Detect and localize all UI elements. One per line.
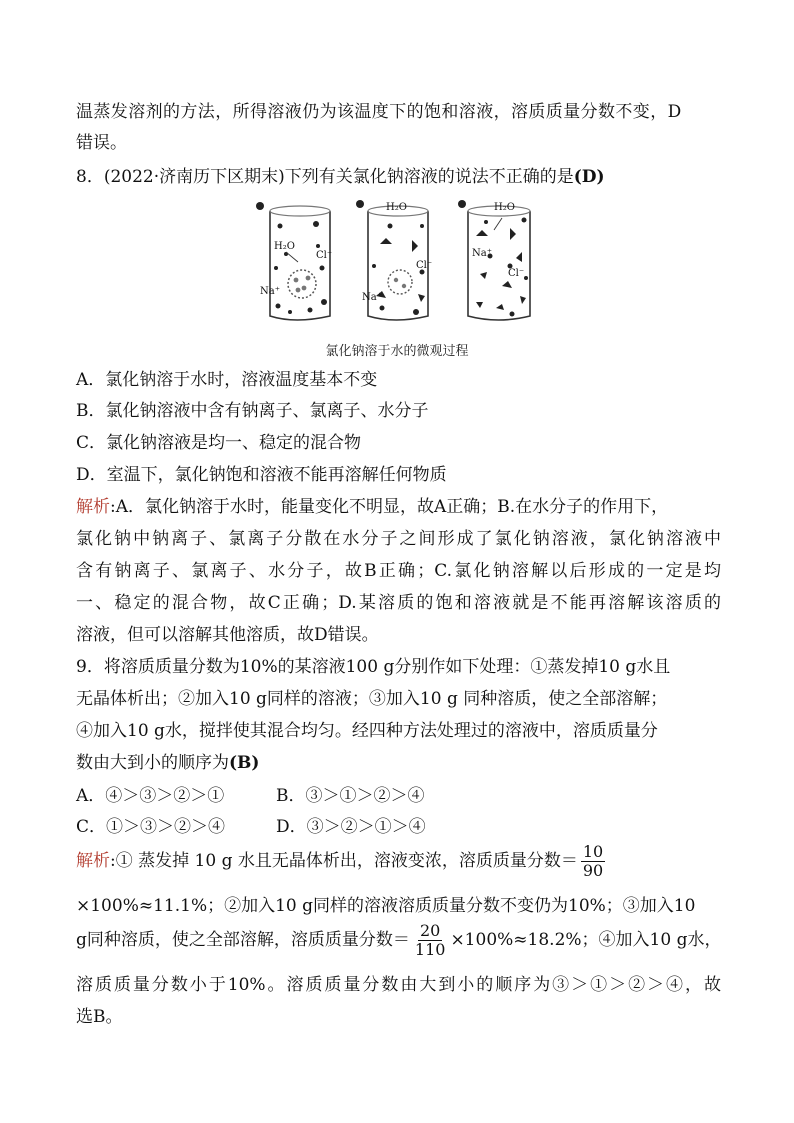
question-9-text-4: 数由大到小的顺序为 [76,753,229,773]
question-9-line-2: 无晶体析出；②加入10 g同样的溶液；③加入10 g 同种溶质，使之全部溶解； [76,689,668,709]
question-9-line-3: ④加入10 g水，搅拌使其混合均匀。经四种方法处理过的溶液中，溶质质量分 [76,721,658,741]
question-9-option-b: B．③＞①＞②＞④ [276,786,425,806]
beaker-1 [256,202,332,320]
question-8-answer: (D) [573,167,605,187]
beaker-2-na-label: Na⁺ [362,292,382,303]
analysis-8-line-3: 含有钠离子、氯离子、水分子，故B正确；C.氯化钠溶解以后形成的一定是均 [76,561,721,581]
analysis-8-line-2: 氯化钠中钠离子、氯离子分散在水分子之间形成了氯化钠溶液，氯化钠溶液中 [76,529,721,549]
analysis-9-label: 解析 [76,851,110,871]
analysis-9-line-5: 选B。 [76,1007,123,1027]
fraction-numerator: 10 [582,842,604,861]
analysis-9-line-1 [76,843,608,880]
question-9-option-d: D．③＞②＞①＞④ [276,817,426,837]
beaker-3 [458,200,530,320]
analysis-8-label: 解析 [76,497,110,517]
question-8-option-d: D．室温下，氯化钠饱和溶液不能再溶解任何物质 [76,465,447,485]
fraction-denominator: 90 [582,861,604,880]
nacl-dissolution-figure [240,196,554,332]
beaker-2-cl-label: Cl⁻ [416,260,433,271]
question-9-line-4 [76,751,259,775]
fraction-numerator: 20 [419,921,441,940]
analysis-8-line-5: 溶液，但可以溶解其他溶质，故D错误。 [76,625,379,645]
beaker-1-cl-label: Cl⁻ [316,250,333,261]
question-9-option-a: A．④＞③＞②＞① [76,786,225,806]
question-8-option-b: B．氯化钠溶液中含有钠离子、氯离子、水分子 [76,401,429,421]
fraction-20-over-110 [413,922,448,959]
beaker-1-na-label: Na⁺ [260,286,280,297]
fraction-denominator: 110 [414,940,446,959]
question-8-option-a: A．氯化钠溶于水时，溶液温度基本不变 [76,370,378,390]
beaker-3-na-label: Na⁺ [472,248,492,259]
question-9-option-c: C．①＞③＞②＞④ [76,817,226,837]
question-9-line-1: 9．将溶质质量分数为10%的某溶液100 g分别作如下处理：①蒸发掉10 g水且 [76,657,671,677]
figure-caption: 氯化钠溶于水的微观过程 [325,344,469,359]
fraction-10-over-90 [581,843,605,880]
question-8-text: 8．(2022·济南历下区期末)下列有关氯化钠溶液的说法不正确的是 [76,167,574,187]
text-line-1: 温蒸发溶剂的方法，所得溶液仍为该温度下的饱和溶液，溶质质量分数不变，D [76,102,682,122]
text-line-2: 错误。 [76,133,127,153]
analysis-9-text-3a: g同种溶质，使之全部溶解，溶质质量分数＝ [76,930,410,950]
question-9-answer: (B) [229,753,260,773]
analysis-9-text-1: :① 蒸发掉 10 g 水且无晶体析出，溶液变浓，溶质质量分数＝ [110,851,578,871]
beaker-2 [356,200,432,320]
analysis-8-line-1 [76,495,668,519]
beaker-3-h2o-label: H₂O [494,202,515,213]
beaker-1-h2o-label: H₂O [274,241,295,252]
question-8-option-c: C．氯化钠溶液是均一、稳定的混合物 [76,433,362,453]
analysis-9-line-3 [76,922,721,959]
analysis-8-text-1: :A．氯化钠溶于水时，能量变化不明显，故A正确；B.在水分子的作用下， [110,497,669,517]
beaker-2-h2o-label: H₂O [386,202,407,213]
analysis-9-text-3b: ×100%≈18.2%；④加入10 g水， [450,930,722,950]
beaker-3-cl-label: Cl⁻ [508,268,525,279]
analysis-9-line-4: 溶质质量分数小于10%。溶质质量分数由大到小的顺序为③＞①＞②＞④，故 [76,975,721,995]
analysis-8-line-4: 一、稳定的混合物，故C正确；D.某溶质的饱和溶液就是不能再溶解该溶质的 [76,593,721,613]
analysis-9-line-2: ×100%≈11.1%；②加入10 g同样的溶液溶质质量分数不变仍为10%；③加入10 [76,896,696,916]
question-8-stem [76,165,605,189]
